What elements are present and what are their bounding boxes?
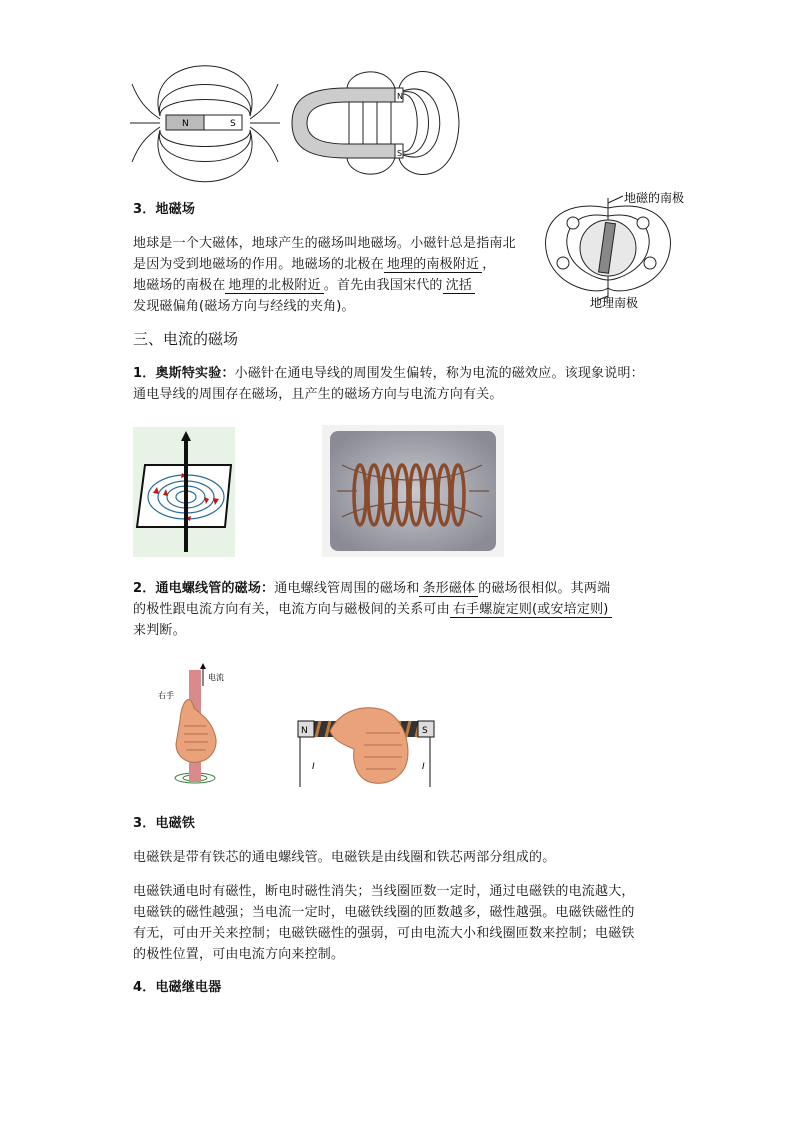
right-hand-wire-figure (150, 660, 242, 788)
relay-heading: 4．电磁继电器 (133, 980, 222, 995)
oersted-line-2: 通电导线的周围存在磁场，且产生的磁场方向与电流方向有关。 (133, 387, 503, 402)
geomagnetism-line-3a: 地磁场的南极在 (133, 278, 226, 293)
oersted-heading: 1．奥斯特实验： (133, 366, 235, 381)
earth-bottom-label: 地理南极 (590, 296, 639, 310)
electromagnet-para-2-line-4: 的极性位置，可由电流方向来控制。 (133, 947, 345, 962)
hand-figure-current-label: 电流 (208, 673, 224, 682)
geomagnetism-line-2 (133, 254, 495, 275)
solenoid-line-1b: 的磁场很相似。其两端 (478, 581, 611, 596)
hand-solenoid-north-label: N (301, 726, 308, 736)
hand-solenoid-south-label: S (422, 726, 428, 736)
solenoid-line-1a: 通电螺线管周围的磁场和 (274, 581, 420, 596)
geomagnetism-line-3 (133, 275, 475, 296)
geomagnetism-blank-3: 沈括 (443, 278, 475, 294)
bar-magnet-south-label: S (230, 119, 236, 129)
earth-magnetic-field-figure (538, 188, 708, 312)
oersted-line-1 (133, 363, 644, 384)
bar-magnet-field-figure (130, 64, 280, 186)
hand-solenoid-current-left: I (312, 762, 315, 772)
electromagnet-para-1: 电磁铁是带有铁芯的通电螺线管。电磁铁是由线圈和铁芯两部分组成的。 (133, 850, 556, 865)
wire-field-figure (133, 427, 235, 557)
solenoid-line-3: 来判断。 (133, 623, 186, 638)
solenoid-line-2a: 的极性跟电流方向有关，电流方向与磁极间的关系可由 (133, 602, 450, 617)
electromagnet-para-2-line-1: 电磁铁通电时有磁性，断电时磁性消失；当线圈匝数一定时，通过电磁铁的电流越大， (133, 884, 635, 899)
geomagnetism-line-2a: 是因为受到地磁场的作用。地磁场的北极在 (133, 257, 384, 272)
electromagnet-para-2-line-2: 电磁铁的磁性越强；当电流一定时，电磁铁线圈的匝数越多，磁性越强。电磁铁磁性的 (133, 905, 635, 920)
geomagnetism-blank-1: 地理的南极附近 (384, 257, 482, 273)
hand-solenoid-current-right: I (422, 762, 425, 772)
earth-top-label: 地磁的南极 (624, 191, 685, 205)
solenoid-line-1 (133, 578, 610, 599)
electromagnet-heading: 3．电磁铁 (133, 816, 196, 831)
bar-magnet-north-label: N (182, 119, 189, 129)
hand-figure-hand-label: 右手 (158, 691, 174, 700)
solenoid-blank-2: 右手螺旋定则(或安培定则) (450, 602, 612, 618)
geomagnetism-blank-2: 地理的北极附近 (225, 278, 323, 294)
u-magnet-south-label: S (397, 149, 403, 158)
geomagnetism-line-2b: ， (482, 257, 496, 272)
solenoid-heading: 2．通电螺线管的磁场： (133, 581, 275, 596)
geomagnetism-line-4: 发现磁偏角(磁场方向与经线的夹角)。 (133, 299, 355, 314)
hand-solenoid-figure (290, 705, 440, 790)
electromagnet-para-2-line-3: 有无，可由开关来控制；电磁铁磁性的强弱，可由电流大小和线圈匝数来控制；电磁铁 (133, 926, 635, 941)
solenoid-line-2 (133, 599, 612, 620)
geomagnetism-line-1: 地球是一个大磁体，地球产生的磁场叫地磁场。小磁针总是指南北 (133, 236, 516, 251)
geomagnetism-heading: 3．地磁场 (133, 202, 196, 217)
solenoid-filings-figure (322, 425, 504, 557)
geomagnetism-line-3b: 。首先由我国宋代的 (323, 278, 443, 293)
u-magnet-field-figure (287, 64, 462, 182)
u-magnet-north-label: N (397, 92, 403, 101)
section-title: 三、电流的磁场 (133, 330, 239, 348)
solenoid-blank-1: 条形磁体 (419, 581, 478, 597)
oersted-line-1-text: 小磁针在通电导线的周围发生偏转，称为电流的磁效应。该现象说明： (234, 366, 644, 381)
